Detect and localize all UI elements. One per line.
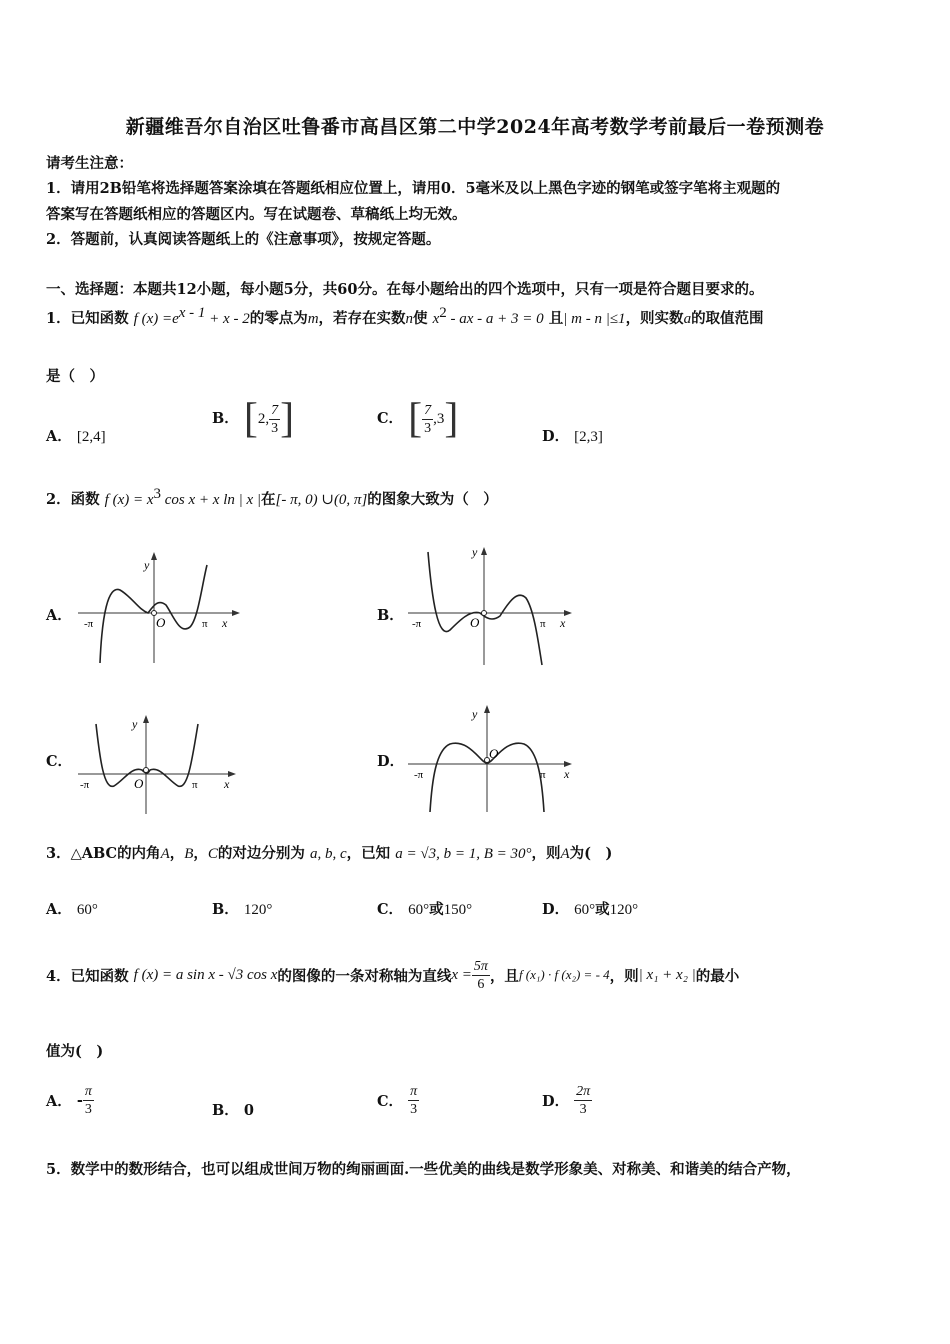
question-1: 1．已知函数 f $(x) =e^{x - 1} + x - 2$的零点为m，若存在实数n使 $x^2$ - ax - a + 3 = 0 且| m - n |≤1，则实数a的取值范围 <box>46 305 764 327</box>
q4-option-d[interactable]: D． $\frac{2\pi}{3}$ <box>542 1083 591 1117</box>
notice-line-3: 2．答题前，认真阅读答题纸上的《注意事项》，按规定答题。 <box>46 231 441 248</box>
question-4-line-2: 值为( ) <box>46 1043 104 1060</box>
axis-x-label: x <box>224 777 230 791</box>
q2-option-b-label[interactable]: B． <box>377 607 404 624</box>
neg-pi-label: -π <box>84 618 94 630</box>
q1-option-a[interactable]: A． [2,4] <box>46 428 106 445</box>
axis-x-label: x <box>222 616 228 630</box>
q2-option-d-label[interactable]: D． <box>377 753 405 770</box>
q4-option-a[interactable]: A． - $\frac{\pi}{3}$ <box>46 1083 92 1117</box>
page-title: 新疆维吾尔自治区吐鲁番市高昌区第二中学2024年高考数学考前最后一卷预测卷 <box>125 116 825 138</box>
axis-y-label: y <box>472 545 478 559</box>
q2-option-a-label[interactable]: A． <box>46 607 72 624</box>
notice-heading: 请考生注意： <box>46 155 133 172</box>
q2-graph-b[interactable] <box>400 540 580 670</box>
origin-label: O <box>470 615 480 630</box>
axis-y-label: y <box>144 558 150 572</box>
question-1-line-2: 是（ ） <box>46 368 104 385</box>
question-5: 5．数学中的数形结合，也可以组成世间万物的绚丽画面.一些优美的曲线是数学形象美、对称美、和谐美的结合产物， <box>46 1161 801 1178</box>
neg-pi-label: -π <box>412 618 422 630</box>
pi-label: π <box>540 618 546 630</box>
q2-graph-c[interactable] <box>70 710 250 820</box>
q1-option-b[interactable]: B． [2, $\frac{7}{3}$ ] <box>212 396 295 442</box>
q2-graph-d[interactable] <box>400 700 585 815</box>
q4-option-b[interactable]: B． 0 <box>212 1102 254 1119</box>
axis-y-label: y <box>472 707 478 721</box>
q3-option-a[interactable]: A． 60° <box>46 901 98 918</box>
q2-option-c-label[interactable]: C． <box>46 753 73 770</box>
q2-graph-a[interactable] <box>70 545 250 670</box>
notice-line-2: 答案写在答题纸相应的答题区内。写在试题卷、草稿纸上均无效。 <box>46 206 467 223</box>
pi-label: π <box>540 769 546 781</box>
pi-label: π <box>192 779 198 791</box>
axis-y-label: y <box>132 717 138 731</box>
section-heading: 一、选择题：本题共12小题，每小题5分，共60分。在每小题给出的四个选项中，只有一项是符合题目要求的。 <box>46 281 764 298</box>
notice-line-1: 1．请用2B铅笔将选择题答案涂填在答题纸相应位置上，请用0．5毫米及以上黑色字迹的钢笔或签字笔将主观题的 <box>46 180 781 197</box>
neg-pi-label: -π <box>80 779 90 791</box>
axis-x-label: x <box>560 616 566 630</box>
neg-pi-label: -π <box>414 769 424 781</box>
q1-option-c[interactable]: C． [ $\frac{7}{3}$ ,3] <box>377 396 459 442</box>
q3-option-d[interactable]: D． 60°或120° <box>542 901 639 918</box>
origin-label: O <box>156 615 166 630</box>
q3-option-b[interactable]: B． 120° <box>212 901 273 918</box>
q3-option-c[interactable]: C． 60°或150° <box>377 901 473 918</box>
question-4: 4．已知函数 f (x) = a sin x - √3 cos x 的图像的一条对称轴为直线 x = $\frac{5\pi}{6}$ ，且 f (x₁) · f (x₂) = - 4 ，则 | x₁ + x₂ | 的最小 <box>46 958 740 992</box>
question-3: 3．△ABC的内角A，B，C的对边分别为 a, b, c，已知 a = √3, b = 1, B = 30°，则A为( ) <box>46 845 613 862</box>
q4-option-c[interactable]: C． $\frac{\pi}{3}$ <box>377 1083 418 1117</box>
origin-label: O <box>134 776 144 791</box>
axis-x-label: x <box>564 767 570 781</box>
origin-label: O <box>489 746 499 761</box>
q1-option-d[interactable]: D． [2,3] <box>542 428 603 445</box>
pi-label: π <box>202 618 208 630</box>
question-2: 2．函数 f $(x) = x^3$ cos x + x ln | x |在[- π, 0) ∪(0, π]的图象大致为（ ） <box>46 486 498 508</box>
